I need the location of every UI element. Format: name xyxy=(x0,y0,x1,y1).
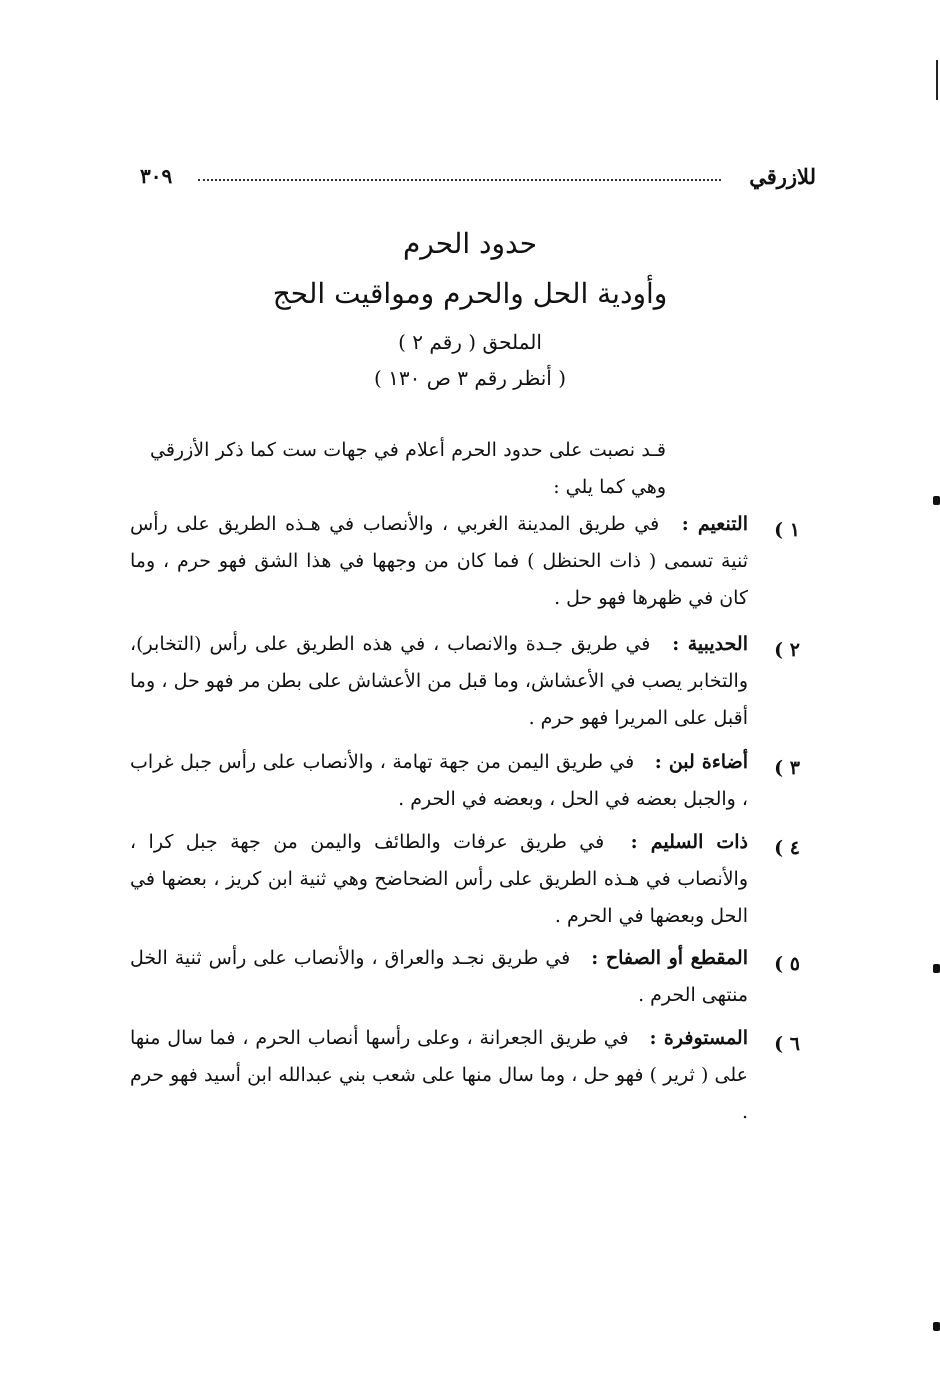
item-number: ٢ ) xyxy=(774,639,800,661)
item-text: في طريق نجـد والعراق ، والأنصاب على رأس ثنية الخل منتهى الحرم . xyxy=(130,947,748,1006)
header-title: للازرقي xyxy=(749,163,816,189)
item-label: المستوفرة : xyxy=(649,1027,749,1049)
list-item xyxy=(130,940,800,1020)
item-number: ٥ ) xyxy=(774,953,800,975)
page-number: ٣٠٩ xyxy=(140,164,173,188)
item-text: في طريق المدينة الغربي ، والأنصاب في هـذه الطريق على رأس ثنية تسمى ( ذات الحنظل ) فما كان من وجهها في هذا الشق فهو حرم ، وما كان في ظهرها فهو حل . xyxy=(130,513,748,609)
list-item xyxy=(130,506,800,626)
item-body xyxy=(130,1020,748,1131)
boundary-list xyxy=(130,506,800,1140)
scan-mark xyxy=(933,1322,940,1331)
item-body xyxy=(130,744,748,818)
intro-paragraph: قـد نصبت على حدود الحرم أعلام في جهات ست كما ذكر الأزرقي وهي كما يلي : xyxy=(150,439,666,498)
item-label: أضاءة لبن : xyxy=(654,751,748,773)
dotted-leader xyxy=(198,179,721,181)
item-label: التنعيم : xyxy=(681,513,748,535)
list-item xyxy=(130,744,800,824)
title-block xyxy=(0,222,940,398)
item-text: في طريق اليمن من جهة تهامة ، والأنصاب على رأس جبل غراب ، والجبل بعضه في الحل ، وبعضه في الحرم . xyxy=(130,751,748,810)
running-header xyxy=(140,160,816,192)
page-edge xyxy=(936,60,938,100)
scan-mark xyxy=(933,964,940,973)
item-body xyxy=(130,940,748,1014)
item-body xyxy=(130,824,748,935)
item-text: في طريق جـدة والانصاب ، في هذه الطريق على رأس (التخابر)، والتخابر يصب في الأعشاش، وما قبل من الأعشاش على بطن مر فهو حل ، وما أقبل على المريرا فهو حرم . xyxy=(130,633,748,729)
item-number: ٤ ) xyxy=(774,837,800,859)
subtitle: وأودية الحل والحرم ومواقيت الحج xyxy=(272,277,668,310)
list-item xyxy=(130,626,800,744)
item-label: الحديبية : xyxy=(672,633,748,655)
item-number: ١ ) xyxy=(774,519,800,541)
appendix-label: الملحق ( رقم ٢ ) xyxy=(398,330,542,354)
item-body xyxy=(130,626,748,737)
item-number: ٣ ) xyxy=(774,757,800,779)
item-label: ذات السليم : xyxy=(630,831,749,853)
item-text: في طريق الجعرانة ، وعلى رأسها أنصاب الحرم ، فما سال منها على ( ثرير ) فهو حل ، وما سال منها على شعب بني عبدالله ابن أسيد فهو حرم . xyxy=(130,1027,748,1123)
item-text: في طريق عرفات والطائف واليمن من جهة جبل كرا ، والأنصاب في هـذه الطريق على رأس الضحاضح وهي ثنية ابن كريز ، بعضها في الحل وبعضها في الحرم . xyxy=(130,831,748,927)
item-body xyxy=(130,506,748,617)
scan-mark xyxy=(933,496,940,505)
item-label: المقطع أو الصفاح : xyxy=(591,947,748,969)
list-item xyxy=(130,1020,800,1140)
list-item xyxy=(130,824,800,940)
main-title: حدود الحرم xyxy=(402,227,538,260)
cross-reference: ( أنظر رقم ٣ ص ١٣٠ ) xyxy=(373,366,567,390)
item-number: ٦ ) xyxy=(774,1033,800,1055)
